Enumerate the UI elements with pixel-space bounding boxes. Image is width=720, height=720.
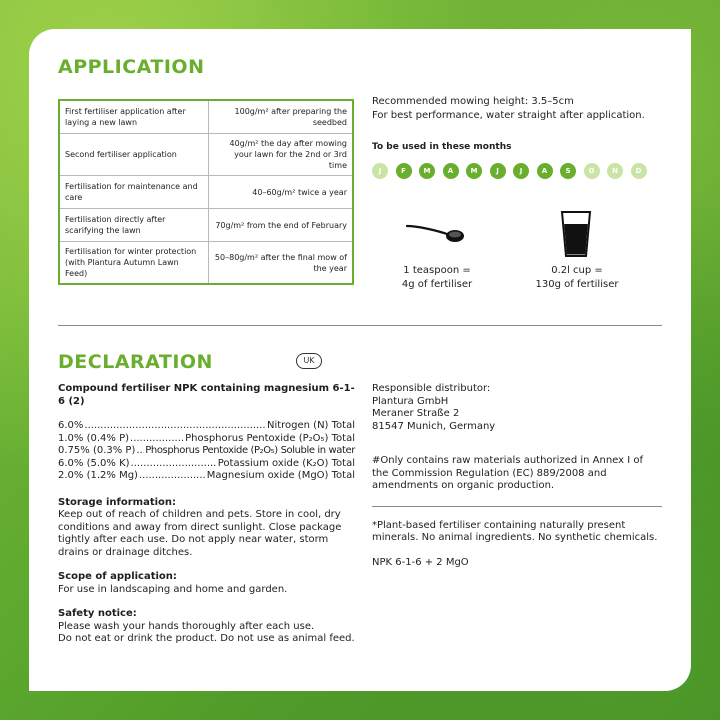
month-circle: S (560, 163, 576, 179)
month-circle: O (584, 163, 600, 179)
footnote-star: *Plant-based fertiliser containing naturally present minerals. No animal ingredients. No synthetic chemicals. (372, 519, 658, 543)
months-title: To be used in these months (372, 142, 512, 152)
distributor-line: Meraner Straße 2 (372, 408, 460, 419)
distributor-line: Plantura GmbH (372, 395, 449, 407)
month-circle: D (631, 163, 647, 179)
section-divider (58, 325, 662, 326)
uk-badge: UK (296, 353, 322, 369)
declaration-right-column (372, 383, 662, 569)
nutrient-amount: 1.0% (0.4% P) (58, 432, 130, 444)
cup-caption (512, 264, 642, 292)
cup-icon (560, 210, 592, 258)
cup-caption-line2: 130g of fertiliser (535, 279, 619, 290)
watering-text: For best performance, water straight after application. (372, 110, 645, 121)
nutrient-name: Nitrogen (N) Total (266, 420, 355, 431)
scope-title: Scope of application: (58, 571, 177, 582)
info-card (29, 29, 691, 691)
months-row (372, 163, 647, 179)
distributor-title: Responsible distributor: (372, 383, 491, 394)
table-row (59, 242, 353, 285)
month-circle: N (607, 163, 623, 179)
month-circle: M (419, 163, 435, 179)
table-cell-label: Fertilisation for maintenance and care (59, 176, 209, 209)
safety-line-2: Do not eat or drink the product. Do not use as animal feed. (58, 633, 355, 644)
nutrient-amount: 6.0% (58, 420, 84, 431)
declaration-heading: DECLARATION (58, 351, 213, 373)
month-circle: A (443, 163, 459, 179)
declaration-subtitle: Compound fertiliser NPK containing magnesium 6-1-6 (2) (58, 383, 355, 407)
teaspoon-caption-line1: 1 teaspoon = (403, 265, 471, 276)
table-cell-value: 70g/m² from the end of February (209, 209, 354, 242)
nutrient-row (58, 433, 355, 446)
teaspoon-icon (405, 222, 465, 246)
table-cell-label: Fertilisation for winter protection (with Plantura Autumn Lawn Feed) (59, 242, 209, 285)
month-circle: J (372, 163, 388, 179)
month-circle: F (396, 163, 412, 179)
safety-title: Safety notice: (58, 608, 137, 619)
application-table (58, 99, 354, 285)
nutrient-row (58, 470, 355, 483)
nutrient-name: Phosphorus Pentoxide (P₂O₅) Total (185, 432, 355, 444)
table-row (59, 176, 353, 209)
scope-text: For use in landscaping and home and garden. (58, 583, 288, 595)
nutrient-name: Magnesium oxide (MgO) Total (206, 470, 355, 481)
month-circle: J (513, 163, 529, 179)
mowing-info (372, 95, 645, 123)
nutrient-amount: 2.0% (1.2% Mg) (58, 470, 138, 481)
teaspoon-caption-line2: 4g of fertiliser (401, 279, 473, 290)
application-heading: APPLICATION (58, 56, 205, 78)
table-cell-label: Fertilisation directly after scarifying the lawn (59, 209, 209, 242)
table-row (59, 100, 353, 134)
storage-title: Storage information: (58, 496, 177, 508)
nutrient-amount: 6.0% (5.0% K) (58, 457, 130, 469)
table-cell-label: First fertiliser application after laying a new lawn (59, 100, 209, 134)
month-circle: M (466, 163, 482, 179)
nutrient-amount: 0.75% (0.3% P) (58, 445, 136, 456)
safety-line-1: Please wash your hands thoroughly after each use. (58, 620, 315, 632)
npk-label: NPK 6-1-6 + 2 MgO (372, 556, 469, 568)
table-cell-value: 100g/m² after preparing the seedbed (209, 100, 354, 134)
nutrient-list (58, 420, 355, 483)
footnote-divider (372, 506, 662, 507)
mowing-height-text: Recommended mowing height: 3.5–5cm (372, 96, 574, 107)
declaration-left-column (58, 383, 355, 646)
nutrient-row (58, 420, 355, 433)
table-cell-value: 50–80g/m² after the final mow of the year (214, 252, 347, 273)
nutrient-row (58, 458, 355, 471)
table-row (59, 134, 353, 176)
table-cell-value: 40–60g/m² twice a year (209, 176, 354, 209)
table-cell-label: Second fertiliser application (59, 134, 209, 176)
nutrient-name: Potassium oxide (K₂O) Total (217, 457, 355, 469)
teaspoon-caption (372, 264, 502, 292)
month-circle: J (490, 163, 506, 179)
month-circle: A (537, 163, 553, 179)
table-cell-value: 40g/m² the day after mowing your lawn for the 2nd or 3rd time (209, 134, 354, 176)
nutrient-name: Phosphorus Pentoxide (P₂O₅) Soluble in water (145, 445, 355, 456)
storage-text: Keep out of reach of children and pets. Store in cool, dry conditions and away from direct sunlight. Close package tightly after each use. Do not apply near water, storm drains or drainage ditches. (58, 509, 342, 558)
cup-caption-line1: 0.2l cup = (551, 265, 603, 276)
distributor-line: 81547 Munich, Germany (372, 420, 496, 432)
footnote-hash: #Only contains raw materials authorized in Annex I of the Commission Regulation (EC) 889/2008 and amendments on organic production. (372, 455, 644, 491)
nutrient-row (58, 445, 355, 458)
table-row (59, 209, 353, 242)
